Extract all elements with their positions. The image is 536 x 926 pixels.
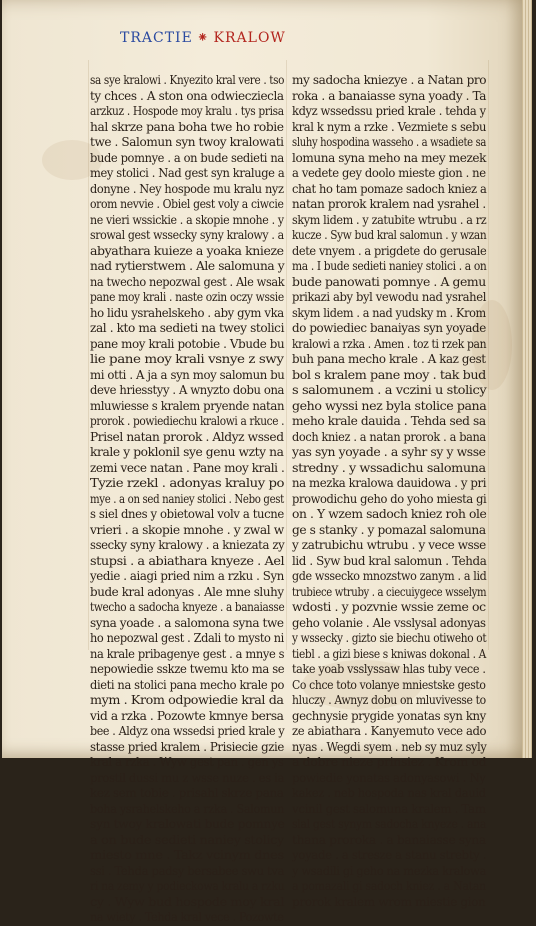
text-line: arzkuz . Hospode moy kralu . tys prisa (90, 104, 284, 118)
text-line: bude kral adonyas . Ale mne sluhy (90, 584, 284, 599)
text-line: chat ho tam pomaze sadoch kniez a (292, 181, 487, 196)
text-line: donyne . Ney hospode mu kralu nyz (90, 181, 284, 196)
text-line: a vedete gey doolo mieste gion . ne (292, 166, 486, 180)
text-line: stasse pried kralem . Prisiecie gzie (90, 739, 284, 754)
text-line: twecho a sadocha knyeze . a banaiasse (90, 600, 285, 614)
text-line: nyas . Wegdi syem . neb sy muz syly (292, 739, 487, 754)
text-line: a pomazali gi sadoch kniez . a Natan (292, 879, 486, 893)
text-line: srowal gest wssecky syny kralowy . a (90, 228, 284, 242)
text-line: y zatrubichu wtrubu . y vece wsse (292, 538, 486, 552)
text-line: dete vnyem . a prigdete do gerusale (292, 243, 487, 258)
text-line: hal skrze pana boha twe ho robie (90, 119, 284, 134)
header-separator: ⁕ (196, 30, 210, 46)
manuscript-page (2, 0, 532, 924)
header-right-word: KRALOW (213, 30, 286, 46)
text-line: prostil dussi mu z wsse nuze . es ia (90, 770, 285, 785)
text-line: ri na zemy y podieckowa kralu a rzku (90, 879, 285, 893)
text-line: pane moy krali . naste ozin oczy wssie (90, 290, 284, 304)
text-line: geho wyssi nez byla stolice pana (292, 398, 487, 413)
text-line: nepowiedie sskze twemu kto ma se (90, 662, 285, 676)
text-line: s siel dnes y obietowal volv a tucne (90, 507, 284, 521)
text-line: Prisel natan prorok . Aldyz wssed (90, 429, 284, 444)
text-line: boha ysrahelskeho a rzka . Salomun (90, 801, 285, 816)
text-line: kucze . Syw bud kral salomun . y wzan (292, 228, 487, 242)
text-line: kral a rzka . Wyw gest pan . gen ys (90, 755, 284, 769)
text-line: my sadocha kniezye . a Natan pro (292, 73, 487, 87)
text-line: powiedie yonatas adonyasowi . Ny (292, 770, 486, 785)
text-line: syn twoy kralowati bude pomnye (90, 817, 285, 831)
text-line: mym . Krom odpowiedie kral da (90, 693, 284, 707)
text-line: sa sye kralowi . Knyezito kral vere . tso (90, 73, 285, 87)
text-line: deve hriesstyy . A wnyzto dobu ona (90, 383, 285, 397)
text-line: dieti na stolici pana mecho krale po (90, 677, 285, 692)
running-header (120, 28, 286, 48)
text-line: Co chce toto volanye mniestske gesto (292, 677, 486, 692)
text-line: kdyz wssedssu pried krale . tehda y (292, 104, 486, 118)
text-line: sluhy hospodina wasseho . a wsadiete sa (292, 135, 487, 149)
text-line: syna yoade . a salomona syna twe (90, 615, 284, 630)
text-line: stredny . y wssadichu salomuna (292, 460, 486, 475)
text-line: mi otti . A ja a syn moy salomun bu (90, 367, 285, 382)
text-line: kakez . neb hospoda nas kral dauid (292, 786, 486, 800)
text-line: lie pane moy krali vsnye z swy (90, 352, 284, 366)
text-line: do powiediec banaiyas syn yoyade (292, 321, 486, 335)
text-column-right (292, 73, 486, 910)
header-left-word: TRACTIE (120, 30, 193, 46)
text-line: abyathara kuieze a yoaka knieze (90, 243, 284, 258)
text-line: stupsi . a abiathara knyeze . Ael (90, 553, 285, 568)
column-rule (286, 60, 287, 650)
text-line: na krale pribagenye gest . a mnye s (90, 646, 285, 661)
text-line: tiebl . a gizi biese s kniwas dokonal . A (292, 646, 486, 661)
text-line: nad rytierstwem . Ale salomuna y (90, 259, 285, 273)
text-line: slal gest synym sadocha knyeze . ana (292, 817, 487, 831)
text-line: meho krale dauida . Tehda sed sa (292, 414, 486, 428)
text-line: na mezka kralowa dauidowa . y pri (292, 476, 487, 490)
text-line: orom nevvie . Obiel gest voly a ciwcie (90, 197, 284, 211)
text-line: doch kniez . a natan prorok . a bana (292, 429, 486, 444)
text-line: na twecho nepozwal gest . Ale wsak (90, 274, 285, 289)
text-line: kral k nym a rzke . Vezmiete s sebu (292, 119, 487, 134)
text-line: bude pomnye . a on bude sedieti na (90, 150, 284, 165)
text-line: geho volanie . Ale vsslysal adonyas (292, 615, 486, 630)
text-line: prikazi aby byl vewodu nad ysrahel (292, 290, 487, 304)
text-line: ho nepozwal gest . Zdali to mysto ni (90, 631, 284, 645)
text-line: zal . kto ma sedieti na twey stolici (90, 321, 285, 335)
text-line: miesto mne . Takz vcinym dnes (90, 848, 284, 862)
text-line: bol s kralem pane moy . tak bud (292, 367, 486, 382)
text-line: wdosti . y pozvnie wssie zeme oc (292, 600, 486, 614)
text-line: natan prorok kralem nad ysrahel . (292, 197, 486, 211)
text-line: kez sem tobie . prisahl skrze pana (90, 786, 284, 800)
text-line: gde wssecko mnozstwo zanym . a lid (292, 569, 487, 583)
text-line: bude panowati pomnye . A gemu (292, 274, 486, 289)
text-line: kralowi a rzka . Amen . toz ti rzek pan (292, 336, 487, 351)
text-line: twe . Salomun syn twoy kralowati (90, 135, 284, 149)
text-line: ssi . Tehda padsy bersabee swu tva (90, 863, 285, 878)
text-line: vrieri . a skopie mnohe . y zwal w (90, 522, 284, 537)
text-line: vcinil gest salomuna kralem . Tam (292, 801, 486, 816)
text-line: prowodichu geho do yoho miesta gi (292, 491, 487, 506)
column-rule (488, 60, 489, 650)
text-line: ne vieri wssickie . a skopie mnohe . y (90, 212, 284, 227)
text-line: a on bude sedieti naniey stolicy (90, 832, 284, 847)
text-line: ty chces . A ston ona odwiecziecla (90, 88, 284, 103)
text-line: take yoab vsslyssaw hlas tuby vece . (292, 662, 486, 676)
text-line: trubiece wtruby . a ciecuiygece wsselym (292, 584, 487, 599)
text-line: yedie . aiagi pried nim a rzku . Syn (90, 569, 284, 583)
text-line: pane moy krali potobie . Vbude bu (90, 336, 285, 351)
text-line: krale y poklonil sye genu wzty na (90, 445, 284, 459)
text-line: ho lidu ysrahelskeho . aby gym vka (90, 305, 284, 320)
text-line: hluczy . Awnyz dobu on mluvivesse to (292, 693, 486, 707)
text-line: gechnysie prygide yonatas syn kny (292, 708, 486, 723)
text-line: buh pana mecho krale . A kaz gest (292, 352, 486, 366)
text-line: prorok . powiediechu kralowi a rkuce . (90, 414, 285, 428)
text-line: mye . a on sed naniey stolici . Nebo gest (90, 491, 284, 506)
text-line: Tyzie rzekl . adonyas kraluy po (90, 476, 285, 490)
text-line: lid . Syw bud kral salomun . Tehda (292, 553, 487, 568)
text-line: ze abiathara . Kanyemuto vece ado (292, 724, 487, 738)
text-line: na wiety . Tehda kral vece . Pozowte (90, 910, 284, 924)
text-line: lomuna syna meho na mey mezek (292, 150, 487, 165)
text-line: cy . Wyw bud hospode moy kral (90, 894, 285, 909)
text-line: on . Y wzem sadoch kniez roh ole (292, 507, 487, 521)
text-line: s salomunem . a vczini u stolicy (292, 383, 487, 397)
text-line: prorok kralem wrom miestie gion (292, 894, 486, 909)
text-line: ge s stanky . y pomazal salomuna (292, 522, 486, 537)
text-line: thana proroka . a banaiasse syna (292, 832, 486, 847)
text-line: roka . a banaiasse syna yoady . Ta (292, 88, 487, 103)
text-line: yoyade . a stresze a stanu strebty . (292, 848, 487, 862)
text-line: mluwiesse s kralem pryende natan (90, 398, 285, 413)
column-rule (88, 60, 89, 650)
text-line: ssecky syny kralowy . a kniezata zy (90, 538, 285, 552)
text-line: a dobre nieze prinsiez . Krom od (292, 755, 487, 769)
text-line: y wssecky . gizto sie biechu otiweho ot (292, 631, 487, 645)
text-line: skym lidem . y zatubite wtrubu . a rz (292, 212, 487, 227)
text-line: vid a rzka . Pozowte kmnye bersa (90, 708, 284, 723)
text-line: yas syn yoyade . a syhr sy y wsse (292, 445, 486, 459)
text-line: ma . I bude sedieti naniey stolici . a on (292, 259, 487, 273)
text-line: y wsadili gi geho na mezka kralowa (292, 863, 486, 878)
text-line: skym lidem . a nad yudsky m . Krom (292, 305, 486, 320)
text-line: mey stolici . Nad gest syn kraluge a (90, 166, 285, 180)
text-line: bee . Aldyz ona wssedsi pried krale y (90, 724, 285, 738)
page-fore-edge (522, 0, 532, 758)
text-column-left (90, 73, 284, 926)
text-line: zemi vece natan . Pane moy krali . (90, 460, 285, 475)
